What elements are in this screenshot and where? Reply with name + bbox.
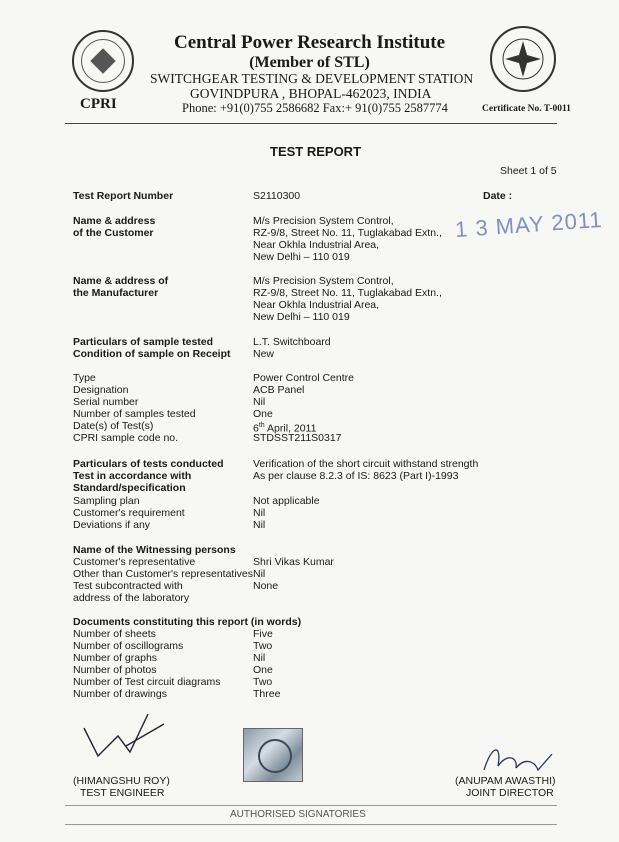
right-signatory-title: JOINT DIRECTOR — [466, 787, 554, 799]
designation-value: ACB Panel — [253, 384, 305, 396]
certificate-number: Certificate No. T-0011 — [482, 104, 571, 114]
date-stamp: 1 3 MAY 2011 — [454, 206, 604, 243]
serial-label: Serial number — [73, 396, 139, 408]
left-signatory-title: TEST ENGINEER — [80, 787, 165, 799]
oscillograms-value: Two — [253, 640, 273, 652]
right-signatory-name: (ANUPAM AWASTHI) — [455, 775, 556, 787]
tests-value: Verification of the short circuit withstand strength — [253, 458, 479, 470]
cpri-label: CPRI — [80, 96, 117, 112]
serial-value: Nil — [253, 396, 266, 408]
photos-value: One — [253, 664, 273, 676]
drawings-value: Three — [253, 688, 281, 700]
cust-rep-label: Customer's representative — [73, 556, 196, 568]
dates-label: Date(s) of Test(s) — [73, 420, 154, 432]
code-value: STDSST211S0317 — [253, 432, 342, 444]
member-line: (Member of STL) — [249, 54, 370, 71]
witness-heading: Name of the Witnessing persons — [73, 544, 236, 556]
sampling-value: Not applicable — [253, 495, 320, 507]
photos-label: Number of photos — [73, 664, 157, 676]
condition-value: New — [253, 348, 275, 360]
right-signature — [478, 740, 558, 780]
requirement-value: Nil — [253, 507, 266, 519]
header-divider — [65, 123, 557, 124]
designation-label: Designation — [73, 384, 129, 396]
left-signatory-name: (HIMANGSHU ROY) — [73, 775, 170, 787]
sheets-label: Number of sheets — [73, 628, 156, 640]
code-label: CPRI sample code no. — [73, 432, 179, 444]
date-label: Date : — [483, 190, 513, 202]
standard-label: Test in accordance with Standard/specification — [73, 470, 192, 494]
condition-label: Condition of sample on Receipt — [73, 348, 231, 360]
sample-label: Particulars of sample tested — [73, 336, 214, 348]
manufacturer-address: M/s Precision System Control, RZ-9/8, Street No. 11, Tuglakabad Extn., Near Okhla Industrial Area, New Delhi – 110 019 — [253, 275, 442, 323]
hologram-seal — [243, 728, 303, 782]
samples-label: Number of samples tested — [73, 408, 196, 420]
cust-rep-value: Shri Vikas Kumar — [253, 556, 334, 568]
circuit-label: Number of Test circuit diagrams — [73, 676, 221, 688]
subcontract-value: None — [253, 580, 279, 592]
sheet-number: Sheet 1 of 5 — [500, 165, 557, 177]
other-rep-value: Nil — [253, 568, 266, 580]
station-line: SWITCHGEAR TESTING & DEVELOPMENT STATION — [150, 71, 474, 86]
dates-value: 6th April, 2011 — [253, 422, 317, 435]
tests-label: Particulars of tests conducted — [73, 458, 224, 470]
drawings-label: Number of drawings — [73, 688, 167, 700]
sample-value: L.T. Switchboard — [253, 336, 331, 348]
subcontract-label: Test subcontracted with address of the laboratory — [73, 580, 190, 604]
address-line: GOVINDPURA , BHOPAL-462023, INDIA — [190, 86, 432, 101]
customer-label: Name & address of the Customer — [73, 215, 156, 239]
documents-heading: Documents constituting this report (in words) — [73, 616, 302, 628]
customer-address: M/s Precision System Control, RZ-9/8, Street No. 11, Tuglakabad Extn., Near Okhla Industrial Area, New Delhi – 110 019 — [253, 215, 442, 263]
sampling-label: Sampling plan — [73, 495, 140, 507]
footer-divider-top — [65, 805, 557, 806]
footer-divider-bottom — [65, 824, 557, 825]
left-signature — [78, 706, 168, 766]
requirement-label: Customer's requirement — [73, 507, 185, 519]
phone-line: Phone: +91(0)755 2586682 Fax:+ 91(0)755 2587774 — [182, 101, 448, 115]
footer-authorised: AUTHORISED SIGNATORIES — [230, 809, 366, 820]
other-rep-label: Other than Customer's representatives — [73, 568, 254, 580]
institute-name: Central Power Research Institute — [173, 32, 446, 53]
standard-value: As per clause 8.2.3 of IS: 8623 (Part I)-1993 — [253, 470, 459, 482]
type-value: Power Control Centre — [253, 372, 354, 384]
deviations-value: Nil — [253, 519, 266, 531]
manufacturer-label: Name & address of the Manufacturer — [73, 275, 169, 299]
deviations-label: Deviations if any — [73, 519, 151, 531]
graphs-value: Nil — [253, 652, 266, 664]
sheets-value: Five — [253, 628, 273, 640]
report-number-value: S2110300 — [253, 190, 301, 202]
type-label: Type — [73, 372, 96, 384]
samples-value: One — [253, 408, 273, 420]
circuit-value: Two — [253, 676, 273, 688]
report-number-label: Test Report Number — [73, 190, 174, 202]
graphs-label: Number of graphs — [73, 652, 158, 664]
oscillograms-label: Number of oscillograms — [73, 640, 184, 652]
report-title: TEST REPORT — [270, 144, 362, 159]
